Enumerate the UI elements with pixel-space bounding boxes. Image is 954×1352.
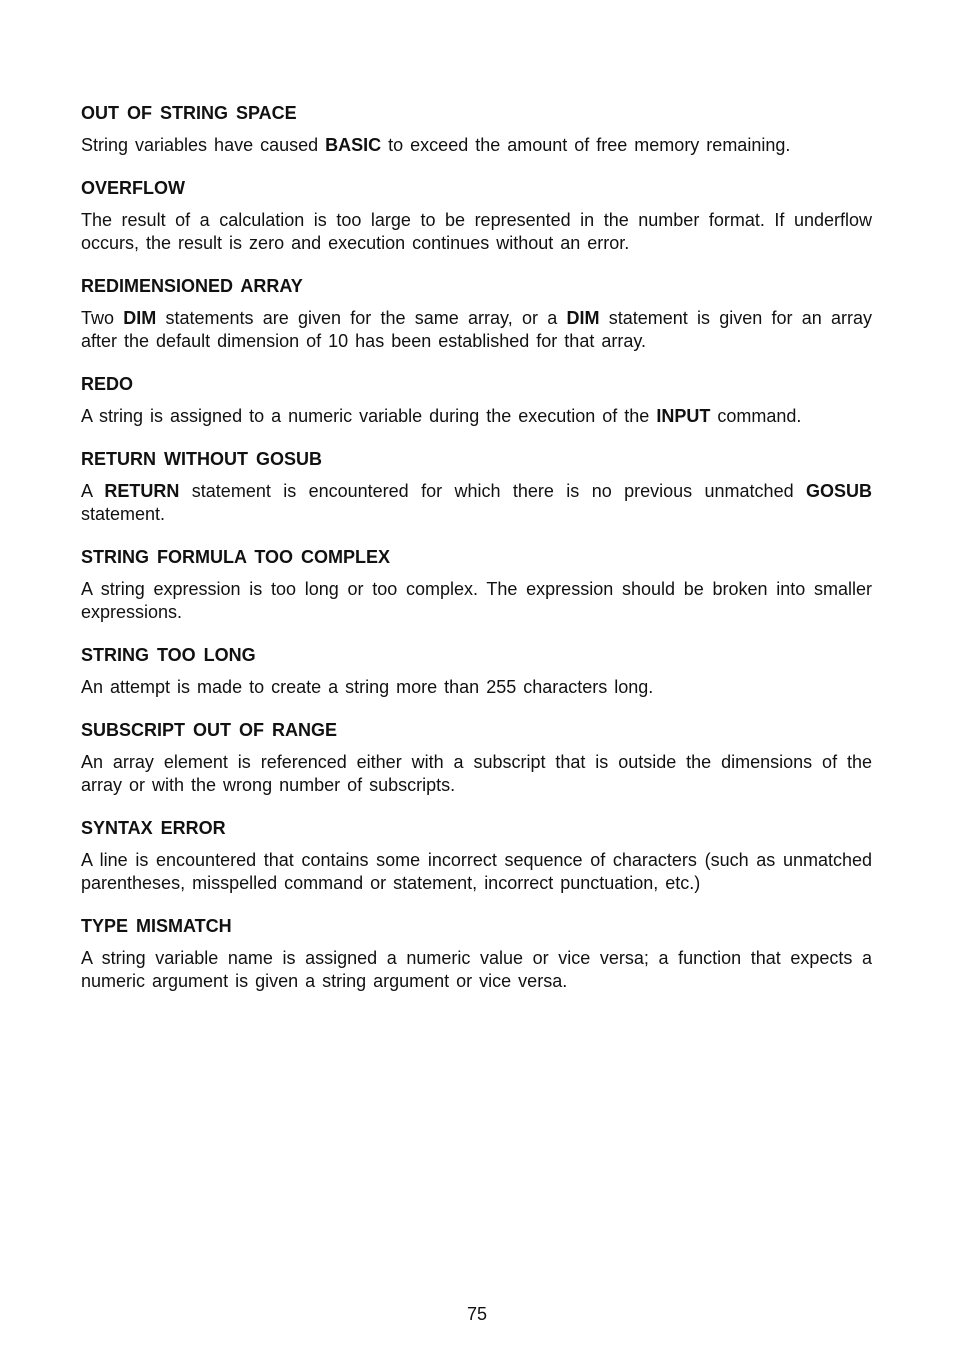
description-text: An array element is referenced either with a subscript that is outside the dimensions of the array or with the wrong number of subscripts. (81, 752, 872, 795)
page-number: 75 (466, 1304, 488, 1324)
description-text: statements are given for the same array, or a (156, 308, 567, 328)
error-entry (81, 177, 872, 255)
description-text: A string expression is too long or too complex. The expression should be broken into smaller expressions. (81, 579, 872, 622)
error-description (81, 578, 872, 624)
description-text: command. (710, 406, 802, 426)
error-entry (81, 102, 872, 157)
basic-keyword: DIM (566, 308, 600, 328)
description-text: A string variable name is assigned a numeric value or vice versa; a function that expects a numeric argument is given a string argument or vice versa. (81, 948, 872, 991)
description-text: statement is encountered for which there is no previous unmatched (179, 481, 806, 501)
error-description (81, 134, 872, 157)
error-title: REDO (81, 374, 134, 394)
error-entry (81, 915, 872, 993)
error-title: OUT OF STRING SPACE (81, 103, 297, 123)
description-text: A string is assigned to a numeric variable during the execution of the (81, 406, 657, 426)
error-description (81, 480, 872, 526)
description-text: The result of a calculation is too large to be represented in the number format. If underflow occurs, the result is zero and execution continues without an error. (81, 210, 872, 253)
basic-keyword: BASIC (325, 135, 382, 155)
basic-keyword: INPUT (656, 406, 711, 426)
error-entry (81, 275, 872, 353)
error-description (81, 307, 872, 353)
error-description (81, 751, 872, 797)
error-entry (81, 373, 872, 428)
error-title: STRING TOO LONG (81, 645, 256, 665)
description-text: Two (81, 308, 124, 328)
error-entry (81, 644, 872, 699)
description-text: A (81, 481, 105, 501)
error-title: SUBSCRIPT OUT OF RANGE (81, 720, 338, 740)
error-description (81, 209, 872, 255)
error-entry (81, 546, 872, 624)
description-text: An attempt is made to create a string more than 255 characters long. (81, 677, 654, 697)
error-entry (81, 719, 872, 797)
description-text: String variables have caused (81, 135, 326, 155)
error-description (81, 849, 872, 895)
basic-keyword: GOSUB (805, 481, 872, 501)
error-entry (81, 817, 872, 895)
description-text: to exceed the amount of free memory remaining. (381, 135, 791, 155)
description-text: A line is encountered that contains some incorrect sequence of characters (such as unmatched parentheses, misspelled command or statement, incorrect punctuation, etc.) (81, 850, 872, 893)
description-text: statement. (81, 504, 166, 524)
error-title: OVERFLOW (81, 178, 185, 198)
basic-keyword: RETURN (104, 481, 180, 501)
error-entry (81, 448, 872, 526)
error-message-list (81, 102, 872, 1013)
error-description (81, 676, 872, 699)
error-title: RETURN WITHOUT GOSUB (81, 449, 322, 469)
error-title: REDIMENSIONED ARRAY (81, 276, 303, 296)
basic-keyword: DIM (123, 308, 157, 328)
error-description (81, 947, 872, 993)
error-title: SYNTAX ERROR (81, 818, 226, 838)
description-text: statement is given for an array after the default dimension of 10 has been established for that array. (81, 308, 872, 351)
error-description (81, 405, 872, 428)
error-title: TYPE MISMATCH (81, 916, 232, 936)
error-title: STRING FORMULA TOO COMPLEX (81, 547, 390, 567)
